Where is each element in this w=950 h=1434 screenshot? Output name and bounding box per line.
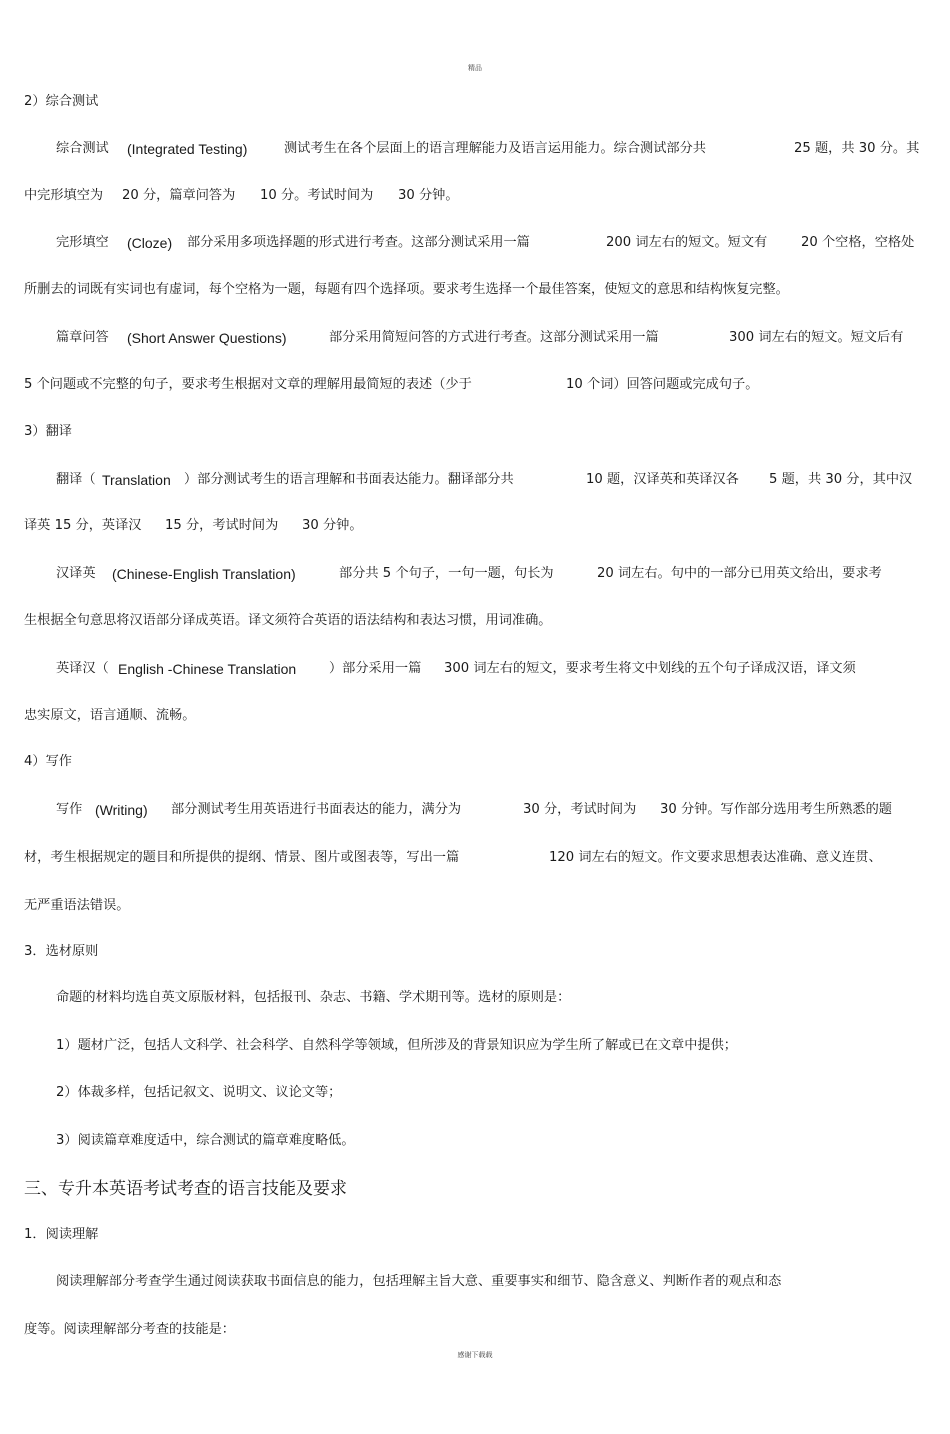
text-segment: 所删去的词既有实词也有虚词，每个空格为一题，每题有四个选择项。要求考生选择一个最佳答案，使短文的意思和结构恢复完整。 (24, 282, 789, 297)
text-segment: (Writing) (95, 802, 148, 818)
text-segment: 30 分钟。 (398, 188, 459, 203)
text-segment: (Short Answer Questions) (127, 330, 287, 346)
text-segment: 忠实原文，语言通顺、流畅。 (24, 708, 196, 723)
text-segment: 200 词左右的短文。短文有 (606, 235, 768, 250)
text-segment: 2）综合测试 (24, 94, 99, 109)
page-header: 精品 (468, 64, 482, 72)
text-segment: 译英 15 分，英译汉 (24, 518, 142, 533)
text-segment: 120 词左右的短文。作文要求思想表达准确、意义连贯、 (549, 850, 882, 865)
text-segment: 2）体裁多样，包括记叙文、说明文、议论文等； (56, 1085, 342, 1100)
text-line (0, 1270, 950, 1294)
text-line (0, 278, 950, 302)
text-segment: 3．选材原则 (24, 944, 99, 959)
text-segment: 生根据全句意思将汉语部分译成英语。译文须符合英语的语法结构和表达习惯，用词准确。 (24, 613, 552, 628)
text-segment: ）部分采用一篇 (329, 661, 422, 676)
text-segment: 20 分，篇章问答为 (122, 188, 236, 203)
text-line (0, 1318, 950, 1342)
text-line (0, 1129, 950, 1153)
text-line (0, 562, 950, 586)
text-line (0, 137, 950, 161)
text-segment: 部分共 5 个句子，一句一题，句长为 (339, 566, 554, 581)
text-segment: 10 个词）回答问题或完成句子。 (566, 377, 759, 392)
text-segment: 20 词左右。句中的一部分已用英文给出，要求考 (597, 566, 882, 581)
section-heading: 三、专升本英语考试考查的语言技能及要求 (24, 1179, 347, 1199)
text-segment: Translation (102, 472, 171, 488)
text-line (0, 514, 950, 538)
page-footer: 感谢下载载 (457, 1351, 493, 1359)
text-segment: 1）题材广泛，包括人文科学、社会科学、自然科学等领域，但所涉及的背景知识应为学生所了解或已在文章中提供； (56, 1038, 737, 1053)
text-segment: 材，考生根据规定的题目和所提供的提纲、情景、图片或图表等，写出一篇 (24, 850, 460, 865)
text-line (0, 231, 950, 255)
text-segment: 部分采用多项选择题的形式进行考查。这部分测试采用一篇 (187, 235, 530, 250)
text-line (0, 184, 950, 208)
text-segment: 1．阅读理解 (24, 1227, 99, 1242)
text-segment: English -Chinese Translation (118, 661, 297, 677)
text-segment: 25 题，共 30 分。其 (794, 141, 920, 156)
text-segment: ）部分测试考生的语言理解和书面表达能力。翻译部分共 (184, 472, 514, 487)
text-segment: 30 分钟。写作部分选用考生所熟悉的题 (660, 802, 892, 817)
text-line (0, 420, 950, 444)
text-segment: 4）写作 (24, 754, 72, 769)
text-line (0, 468, 950, 492)
text-line (0, 657, 950, 681)
text-segment: 5 个问题或不完整的句子，要求考生根据对文章的理解用最简短的表述（少于 (24, 377, 472, 392)
text-segment: 命题的材料均选自英文原版材料，包括报刊、杂志、书籍、学术期刊等。选材的原则是： (56, 990, 571, 1005)
text-segment: 300 词左右的短文，要求考生将文中划线的五个句子译成汉语，译文须 (444, 661, 856, 676)
text-line (0, 90, 950, 114)
text-segment: 无严重语法错误。 (24, 898, 130, 913)
text-segment: 20 个空格，空格处 (801, 235, 915, 250)
text-segment: 综合测试 (56, 141, 109, 156)
text-segment: 英译汉（ (56, 661, 109, 676)
text-line (0, 704, 950, 728)
text-segment: 写作 (56, 802, 83, 817)
text-segment: 15 分，考试时间为 (165, 518, 279, 533)
text-segment: 30 分钟。 (302, 518, 363, 533)
text-line (0, 1223, 950, 1247)
text-segment: 部分测试考生用英语进行书面表达的能力，满分为 (171, 802, 462, 817)
text-line (0, 894, 950, 918)
text-line (0, 373, 950, 397)
text-segment: (Chinese-English Translation) (112, 566, 296, 582)
text-line (0, 1081, 950, 1105)
text-line (0, 609, 950, 633)
text-segment: 篇章问答 (56, 330, 109, 345)
text-line (0, 940, 950, 964)
text-segment: 度等。阅读理解部分考查的技能是： (24, 1322, 235, 1337)
text-segment: 10 题，汉译英和英译汉各 (586, 472, 739, 487)
text-line (0, 986, 950, 1010)
text-segment: 30 分，考试时间为 (523, 802, 637, 817)
text-segment: 中完形填空为 (24, 188, 104, 203)
text-line (0, 1034, 950, 1058)
text-segment: (Integrated Testing) (127, 141, 248, 157)
text-segment: 测试考生在各个层面上的语言理解能力及语言运用能力。综合测试部分共 (284, 141, 706, 156)
text-segment: 3）翻译 (24, 424, 72, 439)
text-segment: 300 词左右的短文。短文后有 (729, 330, 904, 345)
text-line (0, 846, 950, 870)
text-segment: 3）阅读篇章难度适中，综合测试的篇章难度略低。 (56, 1133, 355, 1148)
text-segment: 阅读理解部分考查学生通过阅读获取书面信息的能力，包括理解主旨大意、重要事实和细节、隐含意义、判断作者的观点和态 (56, 1274, 782, 1289)
text-segment: 翻译（ (56, 472, 96, 487)
text-segment: (Cloze) (127, 235, 173, 251)
text-line (0, 798, 950, 822)
text-segment: 10 分。考试时间为 (260, 188, 374, 203)
text-segment: 5 题，共 30 分，其中汉 (769, 472, 913, 487)
text-segment: 汉译英 (56, 566, 96, 581)
text-segment: 完形填空 (56, 235, 109, 250)
text-line (0, 750, 950, 774)
text-line (0, 326, 950, 350)
text-segment: 部分采用简短问答的方式进行考查。这部分测试采用一篇 (329, 330, 659, 345)
